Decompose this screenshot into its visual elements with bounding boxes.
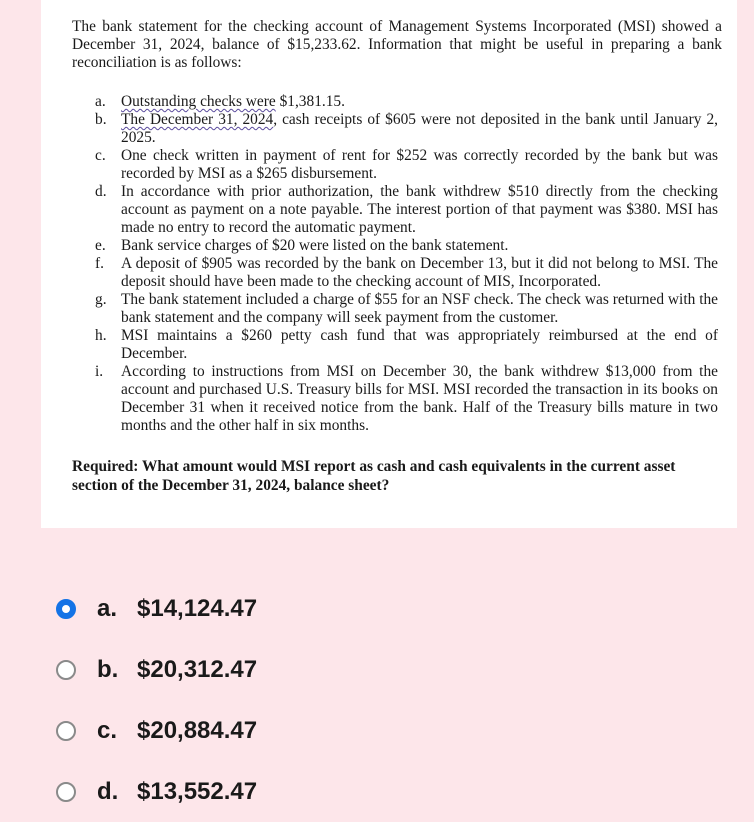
radio-selected-icon[interactable] [56, 599, 76, 619]
list-item [95, 93, 718, 111]
item-letter: b. [95, 111, 107, 128]
option-letter: c. [97, 716, 118, 744]
option-value: $20,312.47 [137, 655, 258, 683]
option-value: $20,884.47 [137, 716, 258, 744]
item-letter: d. [95, 183, 107, 200]
list-item [95, 363, 718, 435]
item-text: MSI maintains a $260 petty cash fund that was appropriately reimbursed at the end of December. [121, 327, 718, 362]
item-text: The bank statement included a charge of $55 for an NSF check. The check was returned with the bank statement and the company will seek payment from the customer. [121, 291, 718, 326]
list-item [95, 327, 718, 363]
answer-option-b[interactable] [56, 639, 257, 700]
answer-option-d[interactable] [56, 761, 257, 822]
item-text-post: , cash receipts of $605 were not deposited in the bank until January 2, 2025. [121, 111, 718, 146]
option-letter: d. [97, 777, 119, 805]
list-item [95, 111, 718, 147]
option-value: $14,124.47 [137, 594, 258, 622]
option-value: $13,552.47 [137, 777, 258, 805]
radio-unselected-icon[interactable] [56, 782, 76, 802]
item-text: In accordance with prior authorization, the bank withdrew $510 directly from the checking account as payment on a note payable. The interest portion of that payment was $380. MSI has made no entry to record the automatic payment. [121, 183, 718, 236]
item-text: According to instructions from MSI on December 30, the bank withdrew $13,000 from the account and purchased U.S. Treasury bills for MSI. MSI recorded the transaction in its books on December 31 when it received notice from the bank. Half of the Treasury bills mature in two months and the other half in six months. [121, 363, 718, 434]
item-text: A deposit of $905 was recorded by the bank on December 13, but it did not belong to MSI. The deposit should have been made to the checking account of MIS, Incorporated. [121, 255, 718, 290]
item-letter: g. [95, 291, 107, 308]
item-text-post: $1,381.15. [275, 93, 345, 110]
question-card [41, 0, 737, 528]
option-letter: a. [97, 594, 118, 622]
item-text: Bank service charges of $20 were listed on the bank statement. [121, 237, 509, 254]
radio-unselected-icon[interactable] [56, 660, 76, 680]
item-letter: a. [95, 93, 106, 110]
item-text: One check written in payment of rent for $252 was correctly recorded by the bank but was recorded by MSI as a $265 disbursement. [121, 147, 718, 182]
item-text [121, 111, 718, 147]
answer-options [56, 578, 257, 822]
reconciliation-items-list [95, 93, 718, 435]
item-text [121, 93, 718, 111]
item-letter: h. [95, 327, 107, 344]
grammar-flagged-text: Outstanding checks were [121, 93, 276, 110]
list-item [95, 147, 718, 183]
answer-option-c[interactable] [56, 700, 257, 761]
list-item [95, 237, 718, 255]
list-item [95, 255, 718, 291]
required-question: Required: What amount would MSI report as cash and cash equivalents in the current asset section of the December 31, 2024, balance sheet? [72, 458, 676, 494]
item-letter: e. [95, 237, 106, 254]
question-intro: The bank statement for the checking account of Management Systems Incorporated (MSI) showed a December 31, 2024, balance of $15,233.62. Information that might be useful in preparing a bank reconciliation is as follows: [72, 18, 722, 71]
item-letter: i. [95, 363, 104, 380]
list-item [95, 183, 718, 237]
list-item [95, 291, 718, 327]
answer-option-a[interactable] [56, 578, 257, 639]
item-letter: f. [95, 255, 104, 272]
radio-unselected-icon[interactable] [56, 721, 76, 741]
grammar-flagged-text: The December 31, 2024 [121, 111, 274, 128]
item-letter: c. [95, 147, 106, 164]
option-letter: b. [97, 655, 119, 683]
